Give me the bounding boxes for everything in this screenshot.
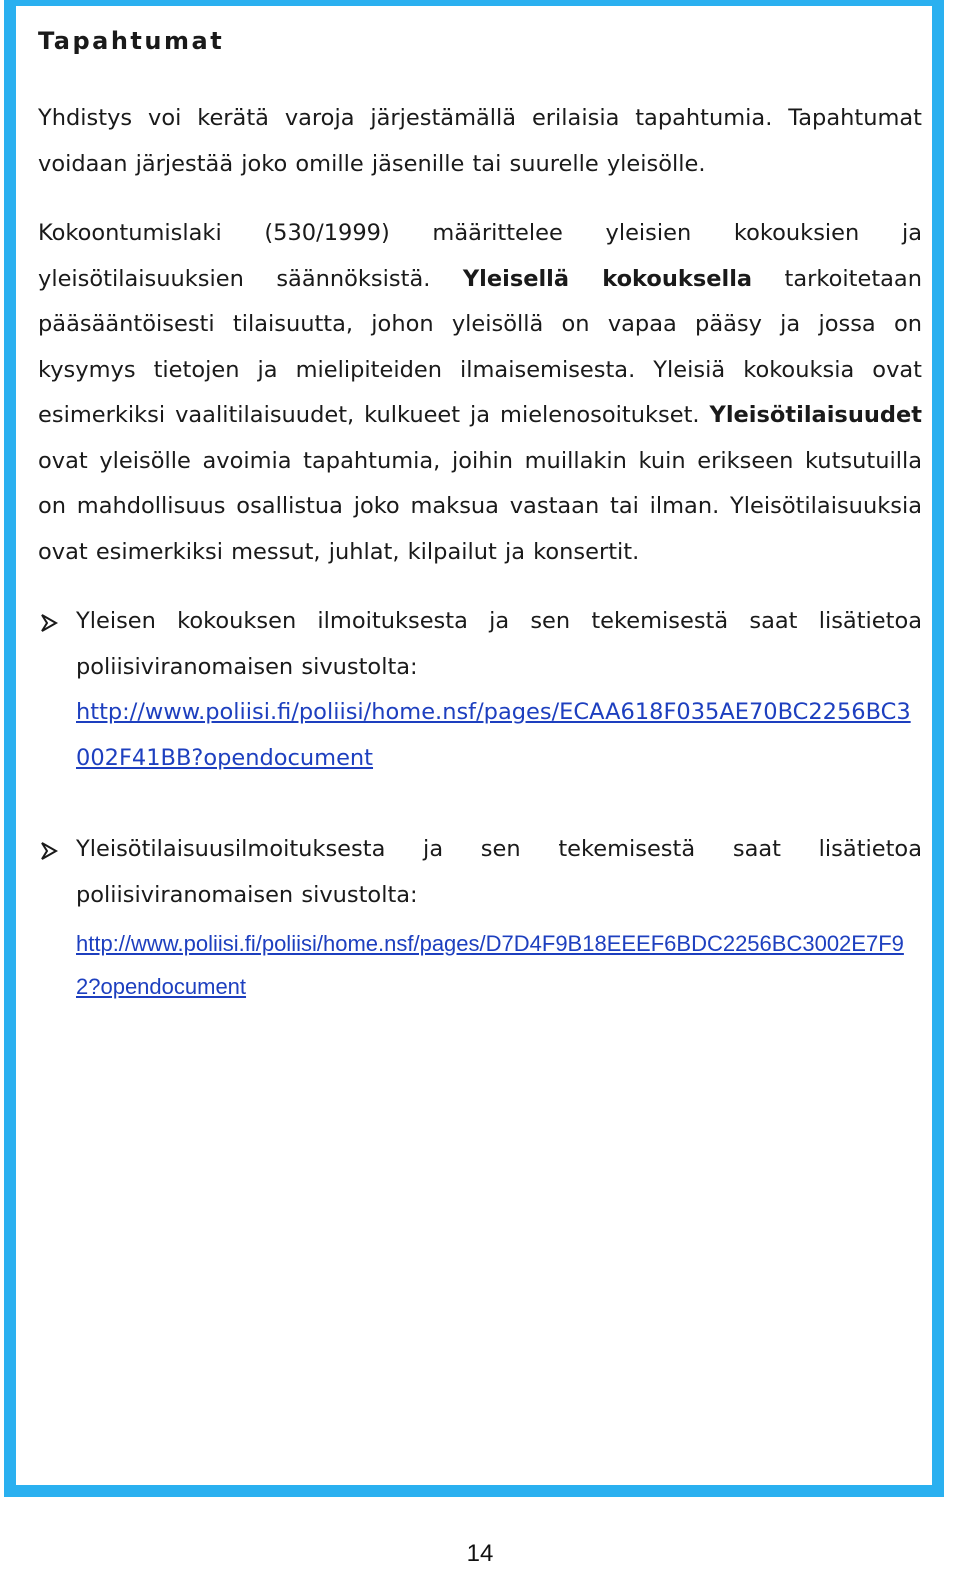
bullet-item-meeting <box>38 599 922 781</box>
law-text-1: Kokoontumislaki (530/1999) määrittelee yleisien kokouksien ja yleisötilaisuuksien säännöksistä. <box>38 220 922 292</box>
term-public-meeting: Yleisellä kokouksella <box>462 265 753 292</box>
term-public-events: Yleisötilaisuudet <box>709 402 922 428</box>
arrowhead-bullet-icon <box>38 612 60 634</box>
law-text-2: tarkoitetaan pääsääntöisesti tilaisuutta, johon yleisöllä on vapaa pääsy ja jossa on kysymys tietojen ja mielipiteiden ilmaisemisesta. Yleisiä kokouksia ovat esimerkiksi vaalitilaisuudet, kulkueet ja mielenosoitukset. <box>38 265 922 428</box>
law-paragraph <box>38 211 922 575</box>
bullet-text: Yleisötilaisuusilmoituksesta ja sen tekemisestä saat lisätietoa poliisiviranomaisen sivustolta: <box>76 836 922 908</box>
page-number: 14 <box>466 1540 494 1567</box>
police-meeting-link[interactable]: http://www.poliisi.fi/poliisi/home.nsf/pages/ECAA618F035AE70BC2256BC3002F41BB?opendocument <box>76 699 911 771</box>
intro-paragraph: Yhdistys voi kerätä varoja järjestämällä erilaisia tapahtumia. Tapahtumat voidaan järjestää joko omille jäsenille tai suurelle yleisölle. <box>38 105 922 177</box>
section-heading: Tapahtumat <box>38 27 225 55</box>
bullet-item-event <box>38 827 922 1008</box>
page-content <box>38 26 922 1008</box>
page-frame <box>4 0 944 1497</box>
police-event-link[interactable]: http://www.poliisi.fi/poliisi/home.nsf/pages/D7D4F9B18EEEF6BDC2256BC3002E7F92?opendocument <box>76 931 904 999</box>
arrowhead-bullet-icon <box>38 840 60 862</box>
law-text-3: ovat yleisölle avoimia tapahtumia, joihin muillakin kuin erikseen kutsutuilla on mahdollisuus osallistua joko maksua vastaan tai ilman. Yleisötilaisuuksia ovat esimerkiksi messut, juhlat, kilpailut ja konsertit. <box>38 447 922 565</box>
bullet-text: Yleisen kokouksen ilmoituksesta ja sen tekemisestä saat lisätietoa poliisiviranomaisen sivustolta: <box>76 608 922 680</box>
